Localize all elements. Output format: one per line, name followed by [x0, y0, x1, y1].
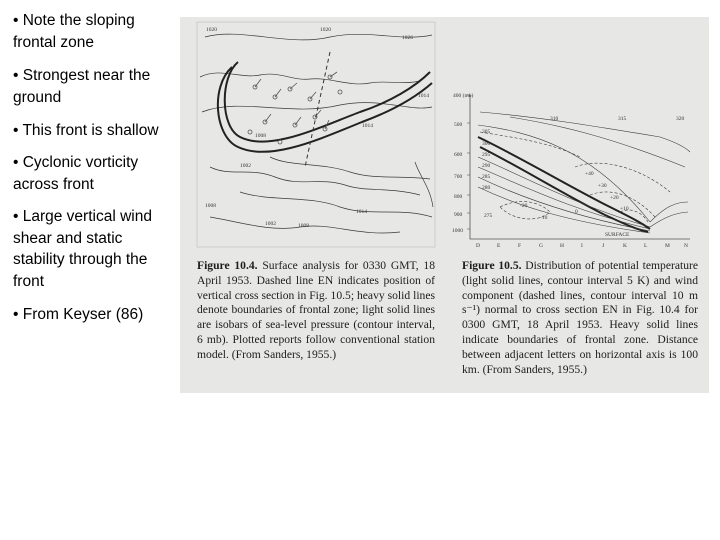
theta-label: 315: [618, 116, 627, 122]
isobar-label: 1020: [320, 27, 331, 33]
x-axis-letter: G: [539, 243, 543, 249]
x-axis-letter: M: [665, 243, 670, 249]
bullet-strongest-near-ground: • Strongest near the ground: [13, 67, 151, 106]
isobar-label: 1002: [265, 221, 276, 227]
wind-label: +40: [585, 171, 594, 177]
theta-label: 280: [482, 185, 491, 191]
x-axis-letter: K: [623, 243, 627, 249]
figure-10-5-caption-text: Distribution of potential temperature (light solid lines, contour interval 5 K) and wind component (dashed lines, contour interval 10 m s⁻¹) normal to cross section EN in Fig. 10.4 for 0300 GMT, 18 April 1953. Heavy solid lines indicate boundaries of frontal zone. Distance between adjacent letters on horizontal axis is 100 km. (From Sanders, 1955.): [462, 259, 698, 376]
figure-10-4-label: Figure 10.4.: [197, 259, 258, 272]
isobar-label: 1020: [206, 27, 217, 33]
surface-label: SURFACE: [605, 232, 630, 238]
theta-label: 285: [482, 174, 491, 180]
isobar-label: 1014: [418, 93, 429, 99]
isobar-label: 1014: [362, 123, 373, 129]
isobar-label: 1026: [402, 35, 413, 41]
bullet-wind-shear: • Large vertical wind shear and static stability through the front: [13, 208, 152, 290]
isobar-label: 1008: [255, 133, 266, 139]
isobar-label: 1008: [205, 203, 216, 209]
theta-label: 320: [676, 116, 685, 122]
bullet-cyclonic-vorticity: • Cyclonic vorticity across front: [13, 154, 139, 193]
x-axis-letter: L: [644, 243, 648, 249]
y-axis-label: 400 (mb): [453, 93, 474, 99]
figure-10-4-caption: [197, 259, 435, 363]
pressure-tick: 900: [454, 212, 463, 218]
wind-label: -10: [540, 215, 548, 221]
bullet-keyser-reference: • From Keyser (86): [13, 306, 144, 323]
surface-analysis-map: [197, 22, 435, 247]
pressure-tick: 500: [454, 122, 463, 128]
wind-label: 0: [575, 209, 578, 215]
x-axis-letter: I: [581, 243, 583, 249]
scanned-figure-panel: [180, 17, 709, 393]
x-axis-letter: E: [497, 243, 501, 249]
cross-section-chart: [467, 95, 690, 239]
bullet-front-shallow: • This front is shallow: [13, 122, 159, 139]
figure-10-5-label: Figure 10.5.: [462, 259, 522, 272]
wind-label: +20: [610, 195, 619, 201]
isobar-label: 1014: [356, 209, 367, 215]
wind-label: +30: [598, 183, 607, 189]
wind-label: +10: [620, 206, 629, 212]
bullet-sloping-frontal-zone: • Note the sloping frontal zone: [13, 12, 135, 51]
theta-label: 295: [482, 152, 491, 158]
x-axis-letter: J: [602, 243, 605, 249]
pressure-tick: 600: [454, 152, 463, 158]
x-axis-letter: H: [560, 243, 564, 249]
x-axis-letter: D: [476, 243, 480, 249]
isobar-label: 1008: [298, 223, 309, 229]
wind-label: -20: [520, 203, 528, 209]
theta-label: 275: [484, 213, 493, 219]
pressure-tick: 800: [454, 194, 463, 200]
x-axis-letter: N: [684, 243, 688, 249]
figure-10-4-caption-text: Surface analysis for 0330 GMT, 18 April 1953. Dashed line EN indicates position of vertical cross section in Fig. 10.5; heavy solid lines denote boundaries of frontal zone; light solid lines are isobars of sea-level pressure (contour interval, 6 mb). Plotted reports follow conventional station model. (From Sanders, 1955.): [197, 259, 435, 361]
pressure-tick: 1000: [452, 228, 463, 234]
x-axis-letter: F: [518, 243, 522, 249]
theta-label: 305: [482, 129, 491, 135]
theta-label: 290: [482, 163, 491, 169]
pressure-tick: 700: [454, 174, 463, 180]
theta-label: 310: [550, 116, 559, 122]
figure-10-5-caption: [462, 259, 698, 377]
isobar-label: 1002: [240, 163, 251, 169]
theta-label: 300: [482, 141, 491, 147]
